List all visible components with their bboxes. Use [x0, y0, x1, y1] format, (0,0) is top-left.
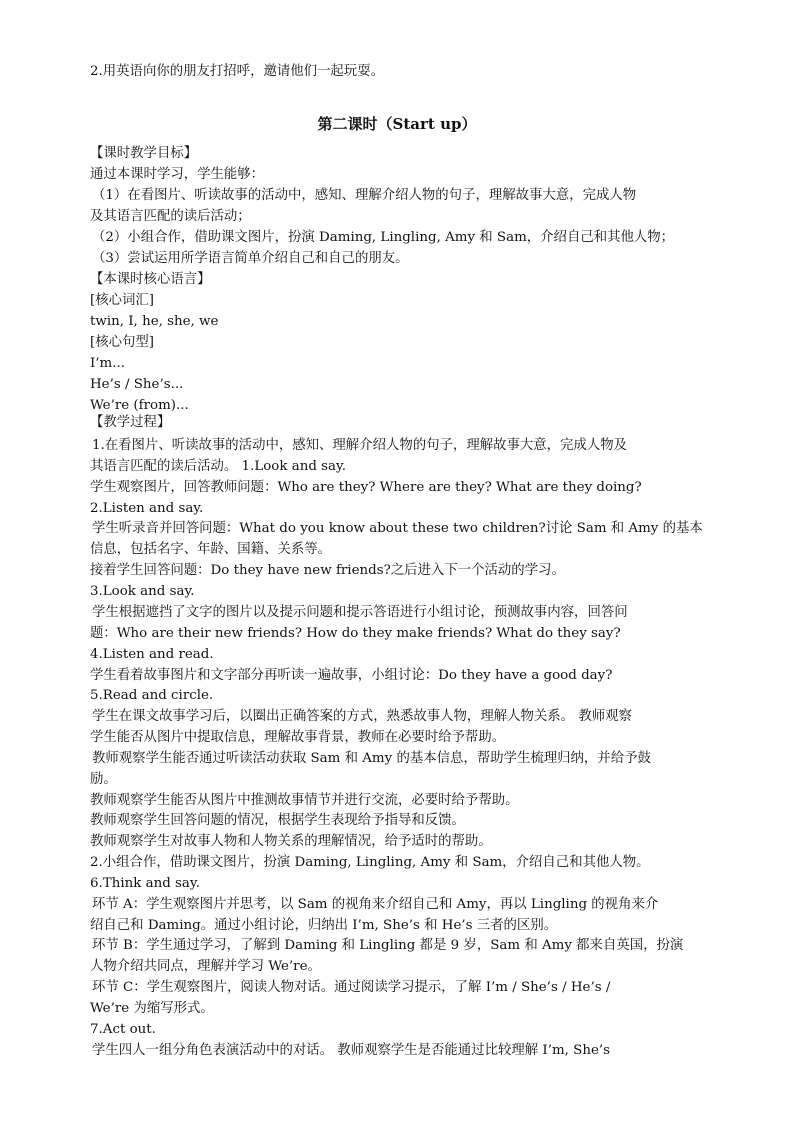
- text-line: （3）尝试运用所学语言简单介绍自己和自己的朋友。: [92, 251, 409, 266]
- text-line: 学生观察图片，回答教师问题：Who are they? Where are they? What are they doing?: [90, 480, 642, 495]
- text-line: 环节 B：学生通过学习，了解到 Daming 和 Lingling 都是 9 岁，Sam 和 Amy 都来自英国，扮演: [92, 938, 684, 953]
- text-line: 学生在课文故事学习后，以圈出正确答案的方式，熟悉故事人物，理解人物关系。 教师观察: [92, 709, 632, 724]
- text-line: 7.Act out.: [90, 1022, 156, 1037]
- text-line: [核心词汇]: [90, 293, 155, 308]
- text-line: 1.在看图片、听读故事的活动中，感知、理解介绍人物的句子，理解故事大意，完成人物及: [92, 438, 628, 453]
- text-line: 学生根据遮挡了文字的图片以及提示问题和提示答语进行小组讨论，预测故事内容，回答问: [92, 605, 628, 620]
- section-heading: 【课时教学目标】: [90, 146, 198, 161]
- text-line: 教师观察学生能否通过听读活动获取 Sam 和 Amy 的基本信息，帮助学生梳理归纳，并给予鼓: [92, 751, 651, 766]
- text-line: 2.小组合作，借助课文图片，扮演 Daming, Lingling, Amy 和 Sam，介绍自己和其他人物。: [90, 855, 650, 870]
- text-line: 题：Who are their new friends? How do they make friends? What do they say?: [90, 626, 621, 641]
- text-line: 接着学生回答问题：Do they have new friends?之后进入下一个活动的学习。: [90, 563, 565, 578]
- text-line: 5.Read and circle.: [90, 688, 214, 703]
- text-line: 学生四人一组分角色表演活动中的对话。 教师观察学生是否能通过比较理解 I’m, She’s: [92, 1043, 611, 1058]
- text-line: We’re (from)...: [90, 398, 189, 413]
- text-line: [核心句型]: [90, 335, 155, 350]
- text-line: He’s / She’s...: [90, 377, 184, 392]
- text-line: 环节 A：学生观察图片并思考，以 Sam 的视角来介绍自己和 Amy，再以 Lingling 的视角来介: [92, 897, 659, 912]
- text-line: 环节 C：学生观察图片，阅读人物对话。通过阅读学习提示，了解 I’m / She’s / He’s /: [92, 980, 611, 995]
- text-line: We’re 为缩写形式。: [90, 1001, 214, 1016]
- text-line: twin, I, he, she, we: [90, 314, 219, 329]
- text-line: 4.Listen and read.: [90, 647, 214, 662]
- section-heading: 【教学过程】: [90, 415, 171, 430]
- text-line: 教师观察学生回答问题的情况，根据学生表现给予指导和反馈。: [90, 813, 465, 828]
- text-line: I’m...: [90, 356, 126, 371]
- text-line: 其语言匹配的读后活动。 1.Look and say.: [90, 459, 347, 474]
- text-line: （2）小组合作，借助课文图片，扮演 Daming, Lingling, Amy 和 Sam，介绍自己和其他人物；: [92, 230, 675, 245]
- text-line: 6.Think and say.: [90, 876, 200, 891]
- text-line: 3.Look and say.: [90, 584, 195, 599]
- text-line: 励。: [90, 772, 117, 787]
- text-line: 学生能否从图片中提取信息，理解故事背景，教师在必要时给予帮助。: [90, 730, 506, 745]
- text-line: 2.Listen and say.: [90, 501, 204, 516]
- text-line: 学生听录音并回答问题：What do you know about these two children?讨论 Sam 和 Amy 的基本: [92, 521, 703, 536]
- text-line: 及其语言匹配的读后活动；: [90, 209, 251, 224]
- text-line: 教师观察学生能否从图片中推测故事情节并进行交流，必要时给予帮助。: [90, 793, 519, 808]
- lesson-title: 第二课时（Start up）: [317, 115, 477, 133]
- text-line: 通过本课时学习，学生能够：: [90, 167, 265, 182]
- text-line: 绍自己和 Daming。通过小组讨论，归纳出 I’m, She’s 和 He’s 三者的区别。: [90, 918, 558, 933]
- text-line: 信息，包括名字、年龄、国籍、关系等。: [90, 542, 332, 557]
- intro-line: 2.用英语向你的朋友打招呼，邀请他们一起玩耍。: [90, 64, 384, 79]
- text-line: 人物介绍共同点，理解并学习 We’re。: [90, 959, 321, 974]
- text-line: （1）在看图片、听读故事的活动中，感知、理解介绍人物的句子，理解故事大意，完成人物: [92, 188, 637, 203]
- text-line: 学生看着故事图片和文字部分再听读一遍故事，小组讨论：Do they have a good day?: [90, 668, 613, 683]
- text-line: 教师观察学生对故事人物和人物关系的理解情况，给予适时的帮助。: [90, 834, 492, 849]
- section-heading: 【本课时核心语言】: [90, 272, 211, 287]
